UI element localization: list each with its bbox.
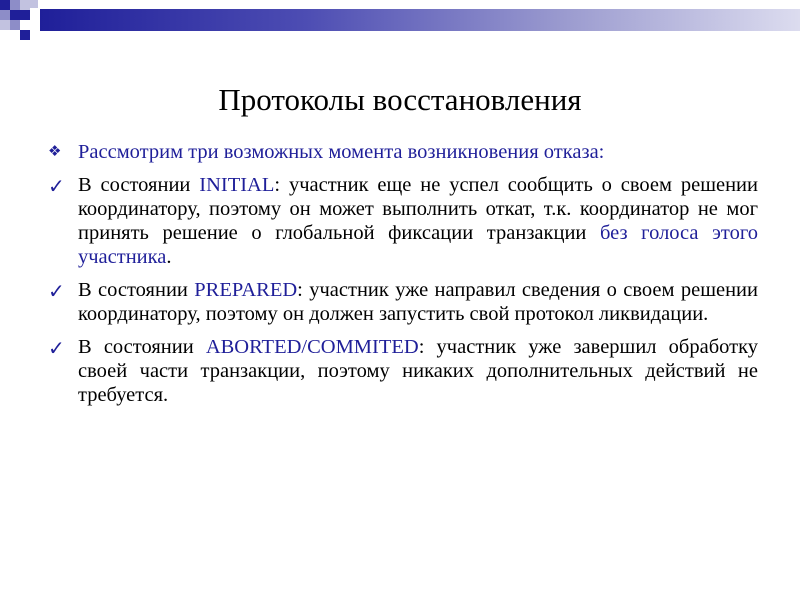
decor-square	[20, 30, 30, 40]
decor-square	[0, 20, 10, 30]
decor-square	[10, 20, 20, 30]
list-item-text	[78, 173, 758, 269]
highlighted-phrase: без голоса этого участника	[78, 222, 758, 268]
checkmark-bullet-icon: ✓	[48, 279, 65, 303]
bullet-list	[48, 140, 758, 416]
list-item-text: Рассмотрим три возможных момента возникновения отказа:	[78, 141, 605, 163]
text-run: .	[166, 246, 172, 268]
decor-square	[10, 10, 20, 20]
decor-square	[10, 0, 20, 10]
list-item-text	[78, 335, 758, 407]
decor-square	[0, 0, 10, 10]
decor-square	[20, 0, 30, 10]
decor-square	[0, 10, 10, 20]
state-keyword: INITIAL	[199, 174, 275, 196]
decor-square	[30, 0, 38, 8]
text-run: : участник еще не успел сообщить о своем решении координатору, поэтому он может выполнить откат, т.к. координатор не мог принять решение о глобальной фиксации транзакции	[78, 174, 758, 244]
checkmark-bullet-icon: ✓	[48, 174, 65, 198]
decor-square	[20, 10, 30, 20]
diamond-bullet-icon: ❖	[48, 142, 62, 160]
checkmark-bullet-icon: ✓	[48, 336, 65, 360]
text-run: В состоянии	[78, 336, 206, 358]
list-item-text	[78, 278, 758, 326]
text-run: В состоянии	[78, 174, 200, 196]
slide-title: Протоколы восстановления	[218, 82, 582, 117]
list-item	[48, 173, 758, 269]
list-item	[48, 335, 758, 407]
text-run: В состоянии	[78, 279, 195, 301]
text-run: : участник уже завершил обработку своей части транзакции, поэтому никаких дополнительных действий не требуется.	[78, 336, 758, 406]
state-keyword: PREPARED	[194, 279, 298, 301]
list-item	[48, 140, 758, 164]
list-item	[48, 278, 758, 326]
state-keyword: ABORTED/COMMITED	[205, 336, 419, 358]
header-gradient-bar	[40, 9, 800, 31]
text-run: : участник уже направил сведения о своем решении координатору, поэтому он должен запустить свой протокол ликвидации.	[78, 279, 758, 325]
